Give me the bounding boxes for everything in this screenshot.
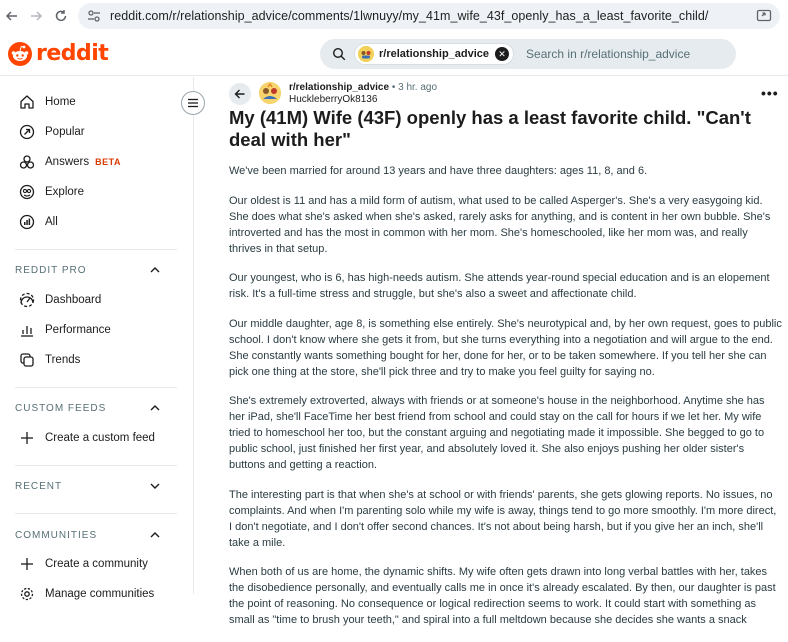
post-time: 3 hr. ago — [398, 82, 438, 93]
section-heading: REDDIT PRO — [15, 264, 87, 276]
post-container — [195, 77, 788, 626]
sidebar-item-home[interactable] — [0, 87, 193, 117]
community-avatar-icon — [259, 82, 281, 104]
post-paragraph: Our youngest, who is 6, has high-needs autism. She attends year-round special education and is an elopement risk. It's a full-time stress and struggle, but she's also a sweet and affectionate child. — [229, 272, 770, 300]
chevron-up-icon — [148, 263, 162, 277]
post-title: My (41M) Wife (43F) openly has a least favorite child. "Can't deal with her" — [229, 107, 751, 150]
subreddit-avatar[interactable] — [259, 82, 281, 104]
menu-icon — [187, 98, 199, 108]
sidebar-item-label: Explore — [45, 186, 84, 198]
sidebar-item-dashboard[interactable] — [0, 285, 193, 315]
sidebar-divider — [15, 465, 177, 466]
reddit-logo[interactable] — [8, 41, 108, 66]
post-paragraph: We've been married for around 13 years and have three daughters: ages 11, 8, and 6. — [229, 165, 648, 177]
sidebar-item-label: Dashboard — [45, 294, 102, 306]
subreddit-link[interactable]: r/relationship_advice — [289, 82, 390, 93]
trends-icon — [18, 351, 36, 369]
search-input[interactable]: Search in r/relationship_advice — [526, 47, 691, 61]
snoo-icon — [8, 42, 32, 66]
sidebar-item-create-custom-feed[interactable] — [0, 423, 193, 453]
sidebar-item-label: All — [45, 216, 58, 228]
explore-icon — [18, 183, 36, 201]
sidebar-divider — [15, 513, 177, 514]
post-paragraph: She's extremely extroverted, always with friends or at someone's house in the neighborhood. Anytime she has her iPad, she'll FaceTime her best friend from school and could stay on the call for hours if we let her. My wife tried to homeschool her too, but the constant arguing and negotiating made it impossible. She begged to go to public school, just finished her first year, and absolutely loved it. She also enjoys pushing her older sister's buttons and getting a reaction. — [229, 395, 765, 471]
community-avatar-icon — [358, 46, 374, 62]
beta-badge: BETA — [95, 157, 121, 167]
sidebar-item-popular[interactable] — [0, 117, 193, 147]
plus-icon — [18, 429, 36, 447]
left-sidebar — [0, 77, 194, 600]
plus-icon — [18, 555, 36, 573]
url-text[interactable]: reddit.com/r/relationship_advice/comments/1lwnuyy/my_41m_wife_43f_openly_has_a_least_favorite_child/ — [110, 9, 709, 23]
site-info-icon[interactable] — [87, 9, 101, 23]
sidebar-collapse-button[interactable] — [181, 91, 205, 115]
section-header-recent[interactable] — [0, 474, 193, 498]
browser-toolbar — [0, 0, 788, 32]
chip-label: r/relationship_advice — [379, 48, 490, 60]
sidebar-item-label: Create a custom feed — [45, 432, 155, 444]
sidebar-item-all[interactable] — [0, 207, 193, 237]
answers-icon — [18, 153, 36, 171]
post-paragraph: When both of us are home, the dynamic shifts. My wife often gets drawn into long verbal battles with her, takes the disobedience personally, and eventually calls me in once it's already escalated. By then, our daughter is past the point of reasoning. No consequence or logical redirection seems to work. It could start with something as small as "time to brush your teeth," and spiral into a full meltdown because she decides she wants a snack — [229, 566, 776, 626]
dashboard-icon — [18, 291, 36, 309]
back-button[interactable] — [229, 83, 251, 105]
sidebar-item-label-wrap — [45, 156, 121, 168]
address-bar[interactable] — [78, 3, 780, 29]
chevron-up-icon — [148, 528, 162, 542]
sidebar-item-label: Manage communities — [45, 588, 155, 600]
author-link[interactable]: HuckleberryOk8136 — [289, 94, 378, 105]
sidebar-item-explore[interactable] — [0, 177, 193, 207]
search-icon — [332, 47, 346, 61]
sidebar-item-create-community[interactable] — [0, 549, 193, 579]
sidebar-divider — [15, 387, 177, 388]
search-bar[interactable] — [320, 39, 736, 69]
reddit-header — [0, 32, 788, 76]
section-header-communities[interactable] — [0, 523, 193, 547]
section-heading: RECENT — [15, 480, 63, 492]
sidebar-divider — [15, 249, 177, 250]
sidebar-item-trends[interactable] — [0, 345, 193, 375]
chevron-up-icon — [148, 401, 162, 415]
section-header-reddit-pro[interactable] — [0, 258, 193, 282]
section-heading: COMMUNITIES — [15, 529, 98, 541]
sidebar-item-label: Performance — [45, 324, 111, 336]
sidebar-item-label: Popular — [45, 126, 85, 138]
reddit-wordmark: reddit — [36, 41, 109, 66]
section-heading: CUSTOM FEEDS — [15, 402, 107, 414]
back-arrow-icon[interactable] — [1, 5, 23, 27]
post-meta — [289, 82, 437, 93]
all-icon — [18, 213, 36, 231]
back-arrow-icon — [234, 88, 246, 100]
sidebar-item-label: Create a community — [45, 558, 148, 570]
section-header-custom-feeds[interactable] — [0, 396, 193, 420]
chevron-down-icon — [148, 479, 162, 493]
performance-icon — [18, 321, 36, 339]
post-paragraph: Our middle daughter, age 8, is something else entirely. She's neurotypical and, by her own request, goes to public school. I don't know where she gets it from, but she turns everything into a negotiation and will argue to the end. She constantly wants something bought for her, done for her, or to be taken somewhere. If you tell her she can pick one thing at the store, she'll pick three and try to make you feel guilty for saying no. — [229, 317, 782, 378]
sidebar-item-performance[interactable] — [0, 315, 193, 345]
reload-icon[interactable] — [50, 5, 72, 27]
forward-arrow-icon[interactable] — [25, 5, 47, 27]
post-time-sep: • — [391, 82, 399, 93]
sidebar-item-label: Answers — [45, 156, 90, 168]
sidebar-item-label: Home — [45, 96, 76, 108]
popular-icon — [18, 123, 36, 141]
sidebar-item-answers[interactable] — [0, 147, 193, 177]
gear-icon — [18, 585, 36, 603]
search-community-chip — [354, 43, 514, 65]
sidebar-item-manage-communities[interactable] — [0, 579, 193, 609]
screen-cast-icon[interactable] — [756, 8, 772, 24]
more-options-icon[interactable]: ••• — [761, 85, 779, 101]
post-paragraph: Our oldest is 11 and has a mild form of autism, what used to be called Asperger's. She's a very easygoing kid. She does what she's asked when she's asked, rarely asks for anything, and is content in her own bubble. She's introverted and has the most in common with her mom. She's homeschooled, like her mom was, and really thrives in that setup. — [229, 194, 771, 255]
post-paragraph: The interesting part is that when she's at school or with friends' parents, she gets glowing reports. No issues, no complaints. And when I'm parenting solo while my wife is away, things tend to go more smoothly. I'm more direct, I don't negotiate, and I don't offer second chances. It's not about being harsh, but if you give her an inch, she'll take a mile. — [229, 488, 777, 549]
post-body — [229, 163, 782, 642]
home-icon — [18, 93, 36, 111]
chip-close-icon[interactable]: ✕ — [495, 47, 509, 61]
sidebar-item-label: Trends — [45, 354, 81, 366]
